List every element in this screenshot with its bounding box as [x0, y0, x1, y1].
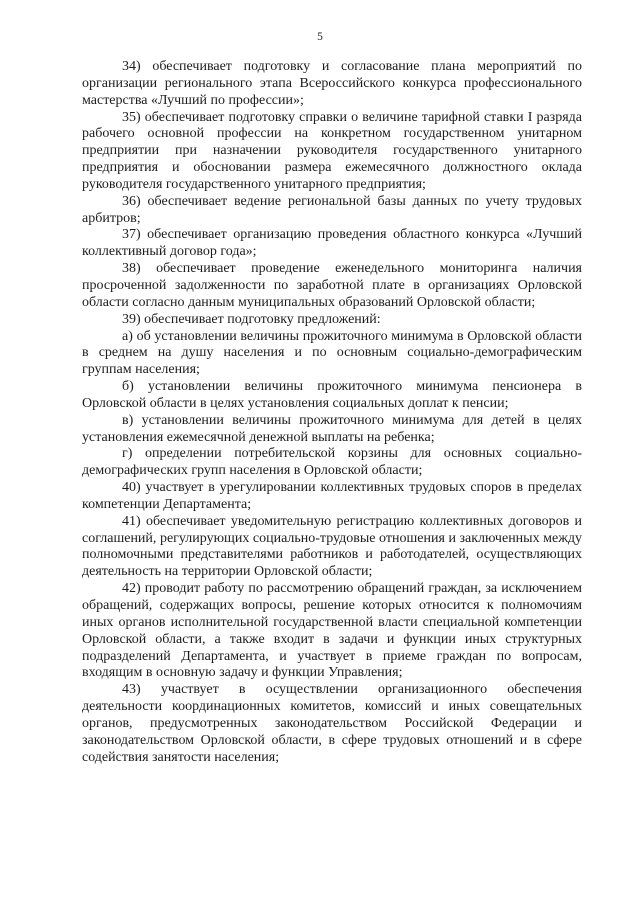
paragraph-subitem-v: в) установлении величины прожиточного минимума для детей в целях установления ежемесячной денежной выплаты на ребенка; — [82, 412, 582, 445]
paragraph-item-41: 41) обеспечивает уведомительную регистрацию коллективных договоров и соглашений, регулирующих социально-трудовые отношения и заключенных между полномочными представителями работников и работодателей, осуществляющих деятельность на территории Орловской области; — [82, 513, 582, 580]
paragraph-item-34: 34) обеспечивает подготовку и согласование плана мероприятий по организации регионального этапа Всероссийского конкурса профессионального мастерства «Лучший по профессии»; — [82, 59, 582, 108]
page-number: 5 — [317, 31, 323, 43]
paragraph-item-40: 40) участвует в урегулировании коллективных трудовых споров в пределах компетенции Департамента; — [82, 480, 582, 512]
paragraph-item-37: 37) обеспечивает организацию проведения областного конкурса «Лучший коллективный договор года»; — [82, 227, 582, 260]
paragraph-item-36: 36) обеспечивает ведение региональной базы данных по учету трудовых арбитров; — [82, 193, 582, 226]
paragraph-item-35: 35) обеспечивает подготовку справки о величине тарифной ставки I разряда рабочего основной профессии на конкретном государственном унитарном предприятии при назначении руководителя государственного унитарного предприятия и обосновании размера ежемесячного должностного оклада руководителя государственного унитарного предприятия; — [82, 109, 582, 192]
paragraph-subitem-a: а) об установлении величины прожиточного минимума в Орловской области в среднем на душу населения и по основным социально-демографическим группам населения; — [82, 328, 582, 378]
paragraph-subitem-b: б) установлении величины прожиточного минимума пенсионера в Орловской области в целях установления социальных доплат к пенсии; — [82, 379, 582, 411]
paragraph-item-42: 42) проводит работу по рассмотрению обращений граждан, за исключением обращений, содержащих вопросы, решение которых относится к полномочиям иных органов исполнительной государственной власти специальной компетенции Орловской области, а также входит в задачи и функции иных структурных подразделений Департамента, и участвует в приеме граждан по вопросам, входящим в основную задачу и функции Управления; — [82, 581, 582, 681]
paragraph-item-38: 38) обеспечивает проведение еженедельного мониторинга наличия просроченной задолженности по заработной плате в организациях Орловской области согласно данным муниципальных образований Орловской области; — [82, 261, 582, 310]
paragraph-item-39: 39) обеспечивает подготовку предложений: — [122, 311, 381, 327]
paragraph-item-43: 43) участвует в осуществлении организационного обеспечения деятельности координационных комитетов, комиссий и иных совещательных органов, предусмотренных законодательством Российской Федерации и законодательством Орловской области, в сфере трудовых отношений и в сфере содействия занятости населения; — [82, 682, 582, 765]
paragraph-subitem-g: г) определении потребительской корзины для основных социально-демографических групп населения в Орловской области; — [82, 446, 582, 479]
document-body — [82, 59, 582, 766]
